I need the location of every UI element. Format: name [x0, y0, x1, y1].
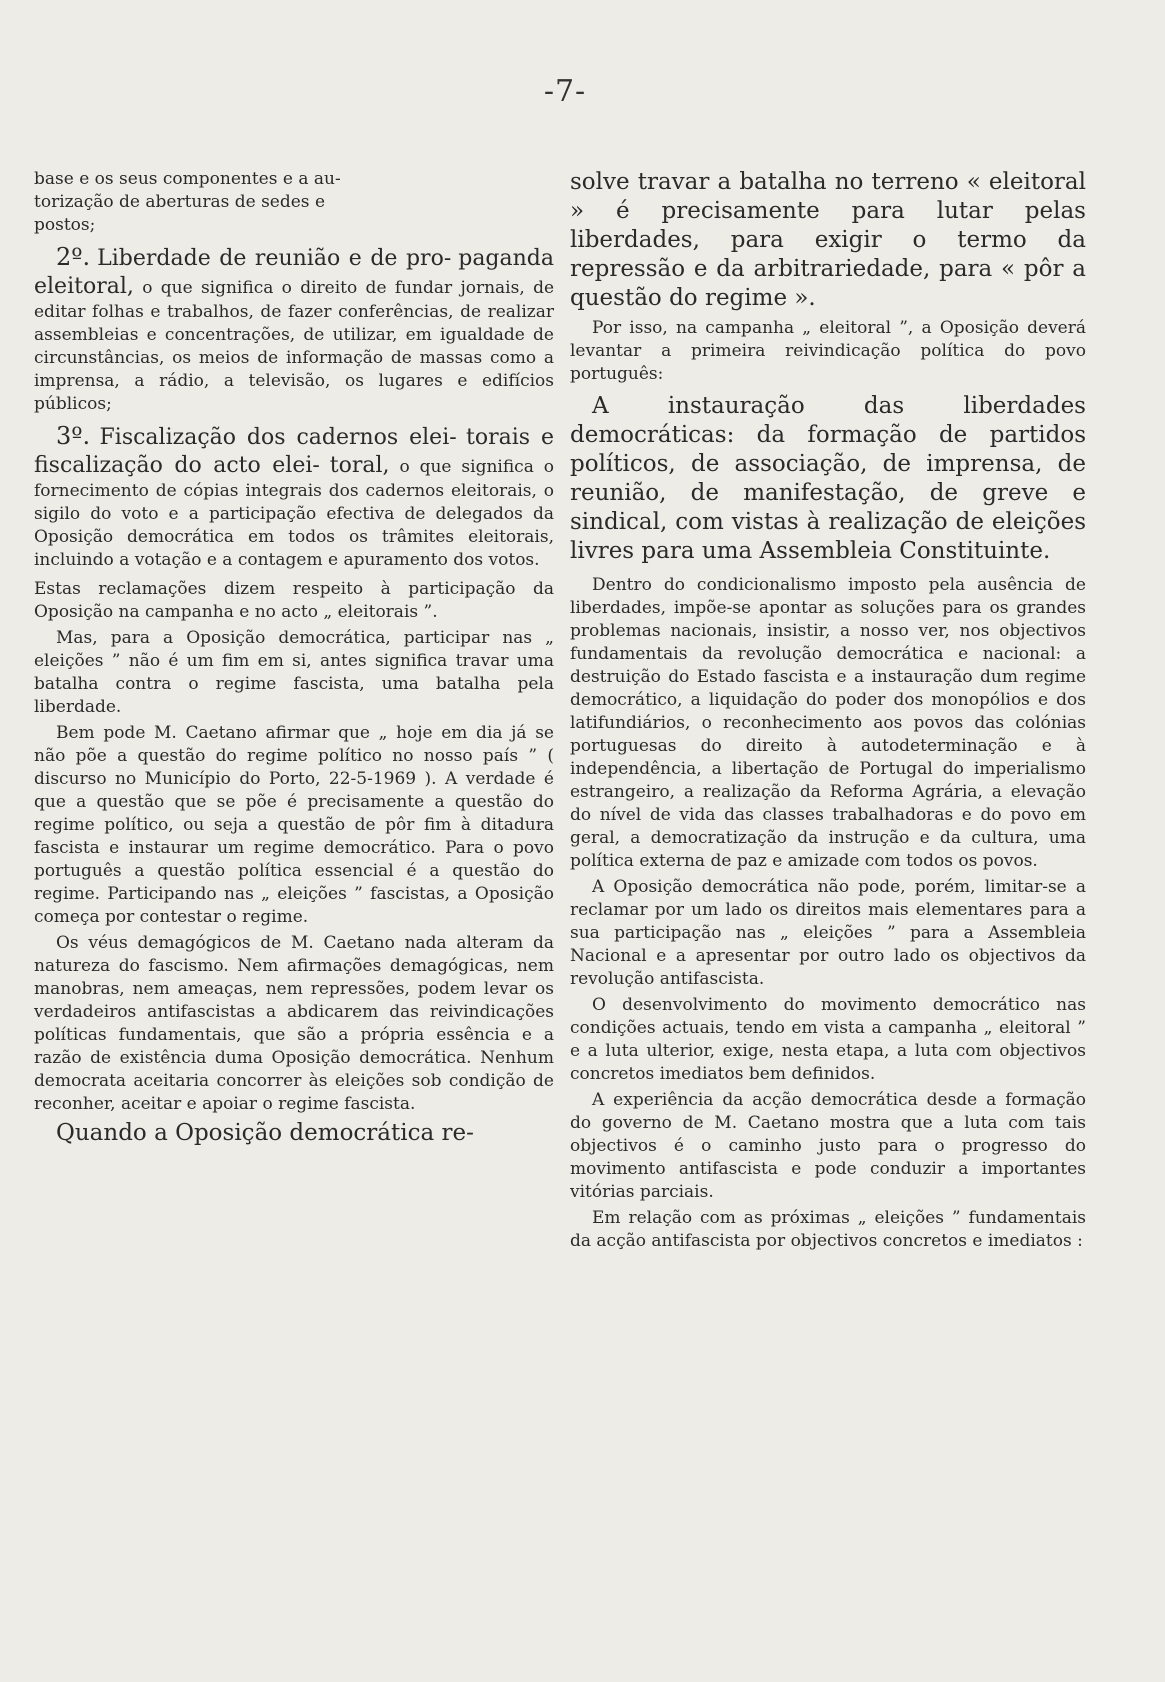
- paragraph-highlight: A instauração das liberdades democráticas: da formação de partidos políticos, de associação, de imprensa, de reunião, de manifestação, de greve e sindical, com vistas à realização de eleições livres para uma Assembleia Constituinte.: [570, 393, 1086, 564]
- paragraph: Estas reclamações dizem respeito à participação da Oposição na campanha e no acto „ eleitorais ”.: [34, 579, 554, 622]
- list-lead: Fiscalização dos cadernos elei-: [99, 425, 457, 450]
- list-lead: toral,: [329, 453, 390, 478]
- list-lead: paganda eleitoral,: [34, 246, 555, 299]
- paragraph: Quando a Oposição democrática re-: [56, 1120, 474, 1146]
- paragraph: Bem pode M. Caetano afirmar que „ hoje em dia já se não põe a questão do regime político no nosso país ” ( discurso no Município do Porto, 22-5-1969 ). A verdade é que a questão que se põe é precisamente a questão do regime político, ou seja a questão de pôr fim à ditadura fascista e instaurar um regime democrático. Para o povo português a questão política essencial é a questão do regime. Participando nas „ eleições ” fascistas, a Oposição começa por contestar o regime.: [34, 723, 554, 927]
- page-number: -7-: [543, 74, 587, 109]
- paragraph: Os véus demagógicos de M. Caetano nada alteram da natureza do fascismo. Nem afirmações demagógicas, nem manobras, nem ameaças, nem repressões, podem levar os verdadeiros antifascistas a abdicarem das reivindicações políticas fundamentais, que são a própria essência e a razão de existência duma Oposição democrática. Nenhum democrata aceitaria concorrer às eleições sob condição de reconher, aceitar e apoiar o regime fascista.: [34, 933, 554, 1114]
- text-line: base e os seus componentes e a au-: [34, 169, 341, 189]
- list-ordinal: 2º.: [56, 243, 91, 271]
- list-lead: torais e fiscalização do acto elei-: [34, 425, 554, 478]
- text-line: postos;: [34, 215, 96, 235]
- paragraph: Em relação com as próximas „ eleições ” fundamentais da acção antifascista por objectivos concretos e imediatos :: [570, 1208, 1086, 1251]
- list-text: o que significa o fornecimento de cópias integrais dos cadernos eleitorais, o sigilo do voto e a participação efectiva de delegados da Oposição democrática em todos os trâmites eleitorais, incluindo a votação e a contagem e apuramento dos votos.: [34, 457, 555, 570]
- paragraph: Por isso, na campanha „ eleitoral ”, a Oposição deverá levantar a primeira reivindicação política do povo português:: [570, 318, 1086, 384]
- paragraph: solve travar a batalha no terreno « eleitoral » é precisamente para lutar pelas liberdades, para exigir o termo da repressão e da arbitrariedade, para « pôr a questão do regime ».: [570, 169, 1086, 311]
- paragraph: A experiência da acção democrática desde a formação do governo de M. Caetano mostra que a luta com tais objectivos é o caminho justo para o progresso do movimento antifascista e pode conduzir a importantes vitórias parciais.: [570, 1090, 1086, 1202]
- paragraph: Mas, para a Oposição democrática, participar nas „ eleições ” não é um fim em si, antes significa travar uma batalha contra o regime fascista, uma batalha pela liberdade.: [34, 628, 554, 717]
- list-ordinal: 3º.: [56, 422, 91, 450]
- left-column: [34, 168, 554, 1151]
- text-line: torização de aberturas de sedes e: [34, 192, 326, 212]
- paragraph: A Oposição democrática não pode, porém, limitar-se a reclamar por um lado os direitos mais elementares para a sua participação nas „ eleições ” para a Assembleia Nacional e a apresentar por outro lado os objectivos da revolução antifascista.: [570, 877, 1086, 989]
- list-lead: Liberdade de reunião e de pro-: [97, 246, 452, 271]
- paragraph-continuation: [34, 168, 554, 237]
- paragraph: O desenvolvimento do movimento democrático nas condições actuais, tendo em vista a campanha „ eleitoral ” e a luta ulterior, exige, nesta etapa, a luta com objectivos concretos imediatos bem definidos.: [570, 995, 1086, 1084]
- list-item-3: [34, 424, 554, 572]
- list-item-2: [34, 245, 554, 416]
- list-text: o que significa o direito de fundar jornais, de editar folhas e trabalhos, de fazer conferências, de realizar assembleias e concentrações, de utilizar, em igualdade de circunstâncias, os meios de informação de massas como a imprensa, a rádio, a televisão, os lugares e edifícios públicos;: [34, 278, 555, 414]
- paragraph: Dentro do condicionalismo imposto pela ausência de liberdades, impõe-se apontar as soluções para os grandes problemas nacionais, insistir, a nosso ver, nos objectivos fundamentais da revolução democrática e nacional: a destruição do Estado fascista e a instauração dum regime democrático, a liquidação do poder dos monopólios e dos latifundiários, o reconhecimento aos povos das colónias portuguesas do direito à autodeterminação e à independência, a libertação de Portugal do imperialismo estrangeiro, a realização da Reforma Agrária, a elevação do nível de vida das classes trabalhadoras e do povo em geral, a democratização da instrução e da cultura, uma política externa de paz e amizade com todos os povos.: [570, 575, 1086, 871]
- right-column: [570, 168, 1086, 1256]
